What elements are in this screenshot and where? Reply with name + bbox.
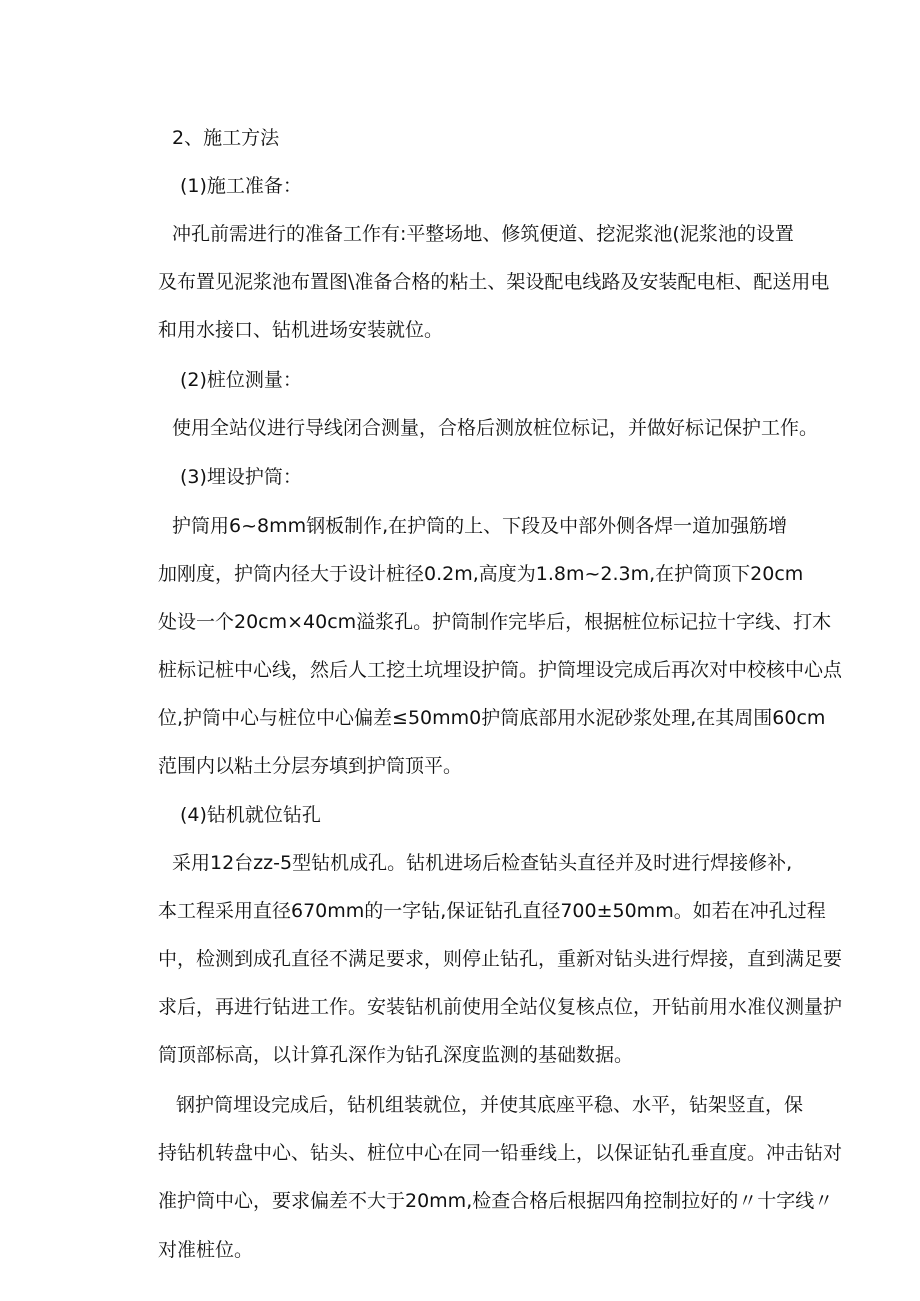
paragraph-line: 及布置见泥浆池布置图\准备合格的粘土、架设配电线路及安装配电柜、配送用电 (158, 271, 830, 293)
subsection-title-4: (4)钻机就位钻孔 (180, 804, 321, 826)
paragraph-line: 和用水接口、钻机进场安装就位。 (158, 319, 444, 341)
paragraph-line: 桩标记桩中心线，然后人工挖土坑埋设护筒。护筒埋设完成后再次对中校核中心点 (158, 659, 843, 681)
paragraph-line: 护筒用6~8mm钢板制作,在护筒的上、下段及中部外侧各焊一道加强筋增 (172, 515, 788, 537)
paragraph-line: 位,护筒中心与桩位中心偏差≤50mm0护筒底部用水泥砂浆处理,在其周围60cm (158, 707, 826, 729)
paragraph-line: 使用全站仪进行导线闭合测量，合格后测放桩位标记，并做好标记保护工作。 (172, 417, 819, 439)
subsection-title-3: (3)埋设护筒： (180, 466, 302, 488)
paragraph-line: 对准桩位。 (158, 1239, 254, 1261)
paragraph-line: 加刚度，护筒内径大于设计桩径0.2m,高度为1.8m~2.3m,在护筒顶下20cm (158, 563, 804, 585)
paragraph-line: 冲孔前需进行的准备工作有:平整场地、修筑便道、挖泥浆池(泥浆池的设置 (172, 223, 794, 245)
paragraph-line: 筒顶部标高，以计算孔深作为钻孔深度监测的基础数据。 (158, 1044, 634, 1066)
subsection-title-2: (2)桩位测量： (180, 369, 302, 391)
paragraph-line: 准护筒中心，要求偏差不大于20mm,检查合格后根据四角控制拉好的〃十字线〃 (158, 1190, 834, 1212)
paragraph-line: 处设一个20cm×40cm溢浆孔。护筒制作完毕后，根据桩位标记拉十字线、打木 (158, 611, 832, 633)
paragraph-line: 求后，再进行钻进工作。安装钻机前使用全站仪复核点位，开钻前用水准仪测量护 (158, 996, 843, 1018)
paragraph-line: 本工程采用直径670mm的一字钻,保证钻孔直径700±50mm。如若在冲孔过程 (158, 900, 826, 922)
paragraph-line: 范围内以粘土分层夯填到护筒顶平。 (158, 755, 463, 777)
section-heading: 2、施工方法 (172, 127, 280, 149)
subsection-title-1: (1)施工准备： (180, 175, 302, 197)
paragraph-line: 中，检测到成孔直径不满足要求，则停止钻孔，重新对钻头进行焊接，直到满足要 (158, 948, 843, 970)
paragraph-line: 钢护筒埋设完成后，钻机组装就位，并使其底座平稳、水平，钻架竖直，保 (176, 1094, 804, 1116)
paragraph-line: 采用12台zz-5型钻机成孔。钻机进场后检查钻头直径并及时进行焊接修补, (172, 852, 793, 874)
paragraph-line: 持钻机转盘中心、钻头、桩位中心在同一铅垂线上，以保证钻孔垂直度。冲击钻对 (158, 1142, 843, 1164)
